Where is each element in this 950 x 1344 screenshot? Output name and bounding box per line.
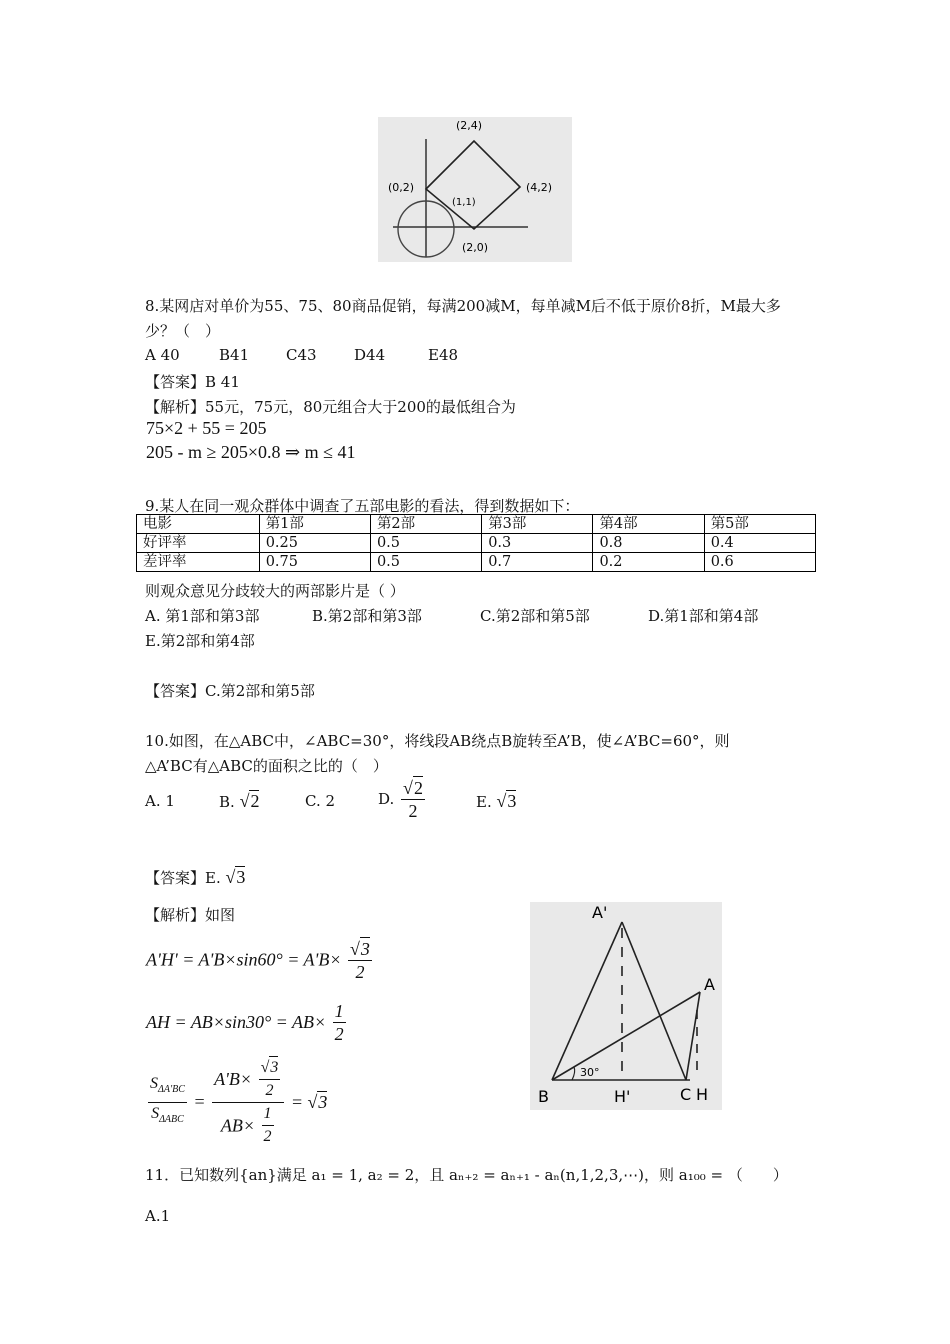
table-cell: 0.2 — [593, 553, 704, 572]
line-ac — [686, 992, 700, 1080]
q10-analysis-text: 如图 — [205, 906, 236, 924]
table-header-cell: 第4部 — [593, 515, 704, 534]
q8-question-line2: 少？（ ） — [145, 322, 221, 340]
label-4-2: (4,2) — [526, 181, 553, 194]
coordinate-sketch-figure — [378, 117, 572, 262]
table-header-row — [137, 515, 816, 534]
triangle-sketch-figure — [530, 902, 722, 1110]
q9-option-d: D.第1部和第4部 — [648, 607, 759, 625]
q9-option-e: E.第2部和第4部 — [145, 632, 255, 650]
q10-answer-tag: 【答案】 — [145, 869, 206, 887]
q9-option-b: B.第2部和第3部 — [312, 607, 422, 625]
table-cell: 差评率 — [137, 553, 260, 572]
line-ba-prime — [552, 922, 622, 1080]
q8-option-d: D44 — [354, 346, 386, 364]
label-c: C — [680, 1085, 692, 1104]
angle-arc — [572, 1067, 575, 1080]
line-a-prime-c — [622, 922, 686, 1080]
label-30-degrees: 30° — [580, 1066, 600, 1079]
sqrt-symbol: √ 2 — [240, 791, 260, 811]
q10-option-b: B. √ 2 — [219, 790, 259, 812]
table-header-cell: 第2部 — [370, 515, 481, 534]
q9-rating-table — [136, 514, 816, 572]
q8-analysis — [145, 396, 516, 417]
q10-formula3: $\frac{S_{\Delta A'BC}}{S_{\Delta ABC}}$ = A'B× √ $\frac{3}{2}$ AB× $\frac{1}{2}$ = √ 3 — [146, 1056, 327, 1148]
q10-option-d-fraction: √ $\frac{2}{2}$ — [401, 776, 425, 822]
q9-option-c: C.第2部和第5部 — [480, 607, 590, 625]
q9-question: 9.某人在同一观众群体中调查了五部电影的看法，得到数据如下： — [145, 497, 580, 515]
q8-formula2: 205 - m ≥ 205×0.8 ⇒ m ≤ 41 — [146, 442, 356, 462]
q10-option-c: C. 2 — [305, 792, 336, 810]
line-ba — [552, 992, 700, 1080]
label-1-1: (1,1) — [452, 197, 476, 208]
table-cell: 好评率 — [137, 534, 260, 553]
table-header-cell: 第1部 — [259, 515, 370, 534]
coordinate-sketch-svg — [378, 117, 572, 262]
table-cell: 0.7 — [482, 553, 593, 572]
q8-option-c: C43 — [286, 346, 317, 364]
table-cell: 0.3 — [482, 534, 593, 553]
q9-option-a: A. 第1部和第3部 — [145, 607, 260, 625]
q8-option-b: B41 — [219, 346, 250, 364]
table-cell: 0.75 — [259, 553, 370, 572]
table-header-cell: 第5部 — [704, 515, 815, 534]
q10-answer: 【答案】E. √ 3 — [145, 866, 245, 888]
table-cell: 0.25 — [259, 534, 370, 553]
q8-option-a: A 40 — [145, 346, 180, 364]
q9-answer-text: C.第2部和第5部 — [205, 682, 315, 700]
diamond-shape — [426, 141, 520, 229]
triangle-sketch-svg — [530, 902, 722, 1110]
q8-analysis-tag: 【解析】 — [145, 398, 206, 416]
q10-analysis — [145, 904, 235, 925]
table-cell: 0.8 — [593, 534, 704, 553]
label-2-4: (2,4) — [456, 119, 483, 132]
q10-answer-text: E. — [205, 869, 221, 887]
label-0-2: (0,2) — [388, 181, 415, 194]
q10-question-line1: 10.如图，在△ABC中，∠ABC=30°，将线段AB绕点B旋转至A’B，使∠A’BC=60°，则 — [145, 732, 730, 750]
table-header-cell: 第3部 — [482, 515, 593, 534]
q8-answer-text: B 41 — [205, 373, 240, 391]
q9-answer-tag: 【答案】 — [145, 682, 206, 700]
q10-option-a: A. 1 — [145, 792, 175, 810]
q11-option-a: A.1 — [145, 1207, 171, 1225]
label-h-prime: H' — [614, 1087, 631, 1106]
label-a: A — [704, 975, 715, 994]
q11-question: 11．已知数列{an}满足 a₁ = 1, a₂ = 2，且 aₙ₊₂ = aₙ₊₁ - aₙ(n,1,2,3,⋯)，则 a₁₀₀ = （ ） — [145, 1166, 788, 1184]
q8-answer-tag: 【答案】 — [145, 373, 206, 391]
q10-option-e: E. √ 3 — [476, 790, 516, 812]
table-header-cell: 电影 — [137, 515, 260, 534]
q10-option-d: D. √ $\frac{2}{2}$ — [378, 776, 427, 822]
label-a-prime: A' — [592, 903, 608, 922]
table-row — [137, 534, 816, 553]
q8-option-e: E48 — [428, 346, 459, 364]
q10-question-line2: △A’BC有△ABC的面积之比的（ ） — [145, 757, 388, 775]
q9-answer — [145, 680, 315, 701]
q10-analysis-tag: 【解析】 — [145, 906, 206, 924]
table-cell: 0.6 — [704, 553, 815, 572]
table-cell: 0.5 — [370, 534, 481, 553]
label-h: H — [696, 1085, 709, 1104]
q8-answer — [145, 371, 240, 392]
q10-formula2: AH = AB×sin30° = AB× $\frac{1}{2}$ — [146, 1001, 344, 1044]
table-cell: 0.5 — [370, 553, 481, 572]
label-2-0: (2,0) — [462, 241, 489, 254]
q10-formula1: A'H' = A'B×sin60° = A'B× √ $\frac{3}{2}$ — [146, 937, 374, 983]
label-b: B — [538, 1087, 549, 1106]
table-row — [137, 553, 816, 572]
q8-analysis-text: 55元，75元，80元组合大于200的最低组合为 — [205, 398, 516, 416]
table-cell: 0.4 — [704, 534, 815, 553]
q8-question-line1: 8.某网店对单价为55、75、80商品促销，每满200减M，每单减M后不低于原价8折，M最大多 — [145, 297, 781, 315]
q8-formula1: 75×2 + 55 = 205 — [146, 418, 267, 438]
q9-prompt: 则观众意见分歧较大的两部影片是（ ） — [145, 582, 405, 600]
